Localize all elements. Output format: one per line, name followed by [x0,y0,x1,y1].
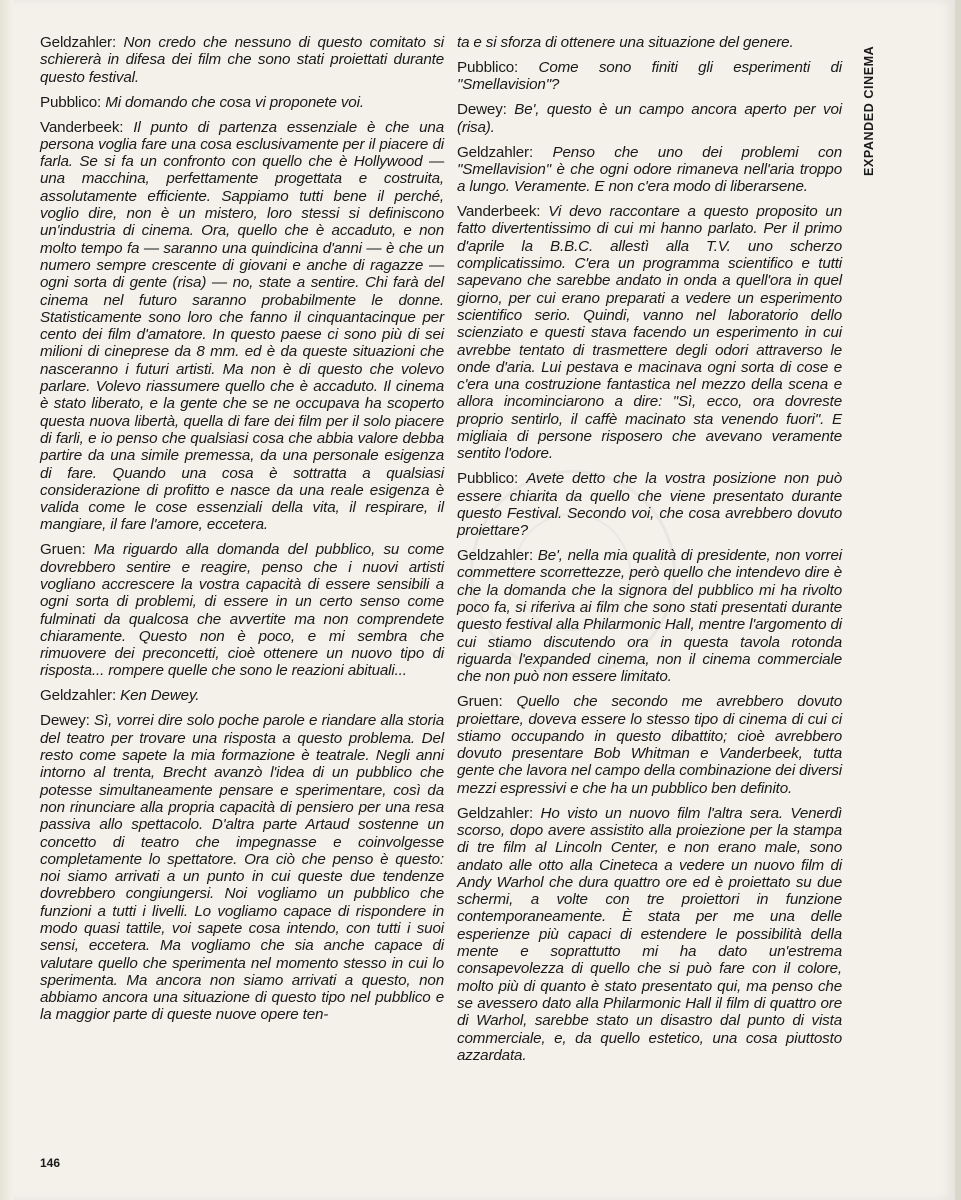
speech-text: Ken Dewey. [120,687,200,705]
dialogue-paragraph [40,712,444,1023]
speaker-name: Dewey: [457,101,515,119]
dialogue-paragraph [457,144,842,196]
speaker-name: Geldzahler: [457,143,553,161]
dialogue-paragraph [457,805,842,1064]
speaker-name: Dewey: [40,712,95,730]
speaker-name: Pubblico: [457,58,539,76]
dialogue-paragraph [40,687,444,704]
speech-text: Quello che secondo me avrebbero dovuto proiettare, doveva essere lo stesso tipo di cinema di cui ci stiamo occupando in questo dibattito; cioè avrebbero dovuto presentare Bob Whitman e Vanderbeek, tutta gente che lavora nel campo della combinazione dei diversi mezzi espressivi e che ha un pubblico ben definito. [457,693,842,797]
speaker-name: Pubblico: [457,470,527,488]
speech-text: Avete detto che la vostra posizione non può essere chiarita da quello che viene presentato durante questo Festival. Secondo voi, che cosa avrebbero dovuto proiettare? [457,470,842,540]
speech-text: Ma riguardo alla domanda del pubblico, su come dovrebbero sentire e reagire, penso che i nuovi artisti vogliano accrescere la vostra capacità di essere sensibili a ogni sorta di problemi, di essere in un certo senso come fulminati da qualcosa che avvertite ma non comprendete chiaramente. Questo non è poco, e mi sembra che rimuovere dei preconcetti, cioè ottenere un nuovo tipo di risposta... rompere quelle che sono le reazioni abituali... [40,541,445,680]
dialogue-paragraph [457,203,842,462]
speech-text: Be', questo è un campo ancora aperto per voi (risa). [457,101,842,136]
speaker-name: Gruen: [457,693,517,711]
dialogue-paragraph [457,470,842,539]
dialogue-paragraph [40,94,444,111]
speech-text: Ho visto un nuovo film l'altra sera. Venerdì scorso, dopo avere assistito alla proiezione per la stampa di tre film al Lincoln Center, e non erano male, sono andato alle otto alla Cineteca a vedere un nuovo film di Andy Warhol che dura quattro ore ed è proiettato su due schermi, a volte con tre proiettori in funzione contemporaneamente. È stata per me una delle esperienze più capaci di estendere le possibilità della mente e soprattutto mi ha dato un'estrema consapevolezza di quello che si può fare con il colore, molto più di quanto è stato presentato qui, ma penso che se avessero dato alla Philarmonic Hall il film di quattro ore di Warhol, sarebbe stato un disastro dal punto di vista commerciale, e, da quello estetico, una cosa piuttosto azzardata. [457,804,842,1064]
speaker-name: Geldzahler: [40,687,121,705]
speech-text: Mi domando che cosa vi proponete voi. [105,93,364,111]
speaker-name: Vanderbeek: [457,203,549,221]
dialogue-paragraph [40,34,444,86]
dialogue-paragraph [457,34,842,51]
speaker-name: Vanderbeek: [40,118,134,136]
speech-text: Sì, vorrei dire solo poche parole e riandare alla storia del teatro per trovare una risposta a questo problema. Del resto come sapete la mia formazione è teatrale. Negli anni intorno al trenta, Brecht avanzò l'idea di un pubblico che potesse simultaneamente pensare e sperimentare, così da non rinunciare alla propria capacità di pensiero per una resa passiva allo spettacolo. D'altra parte Artaud sostenne un concetto di teatro che impegnasse e coinvolgesse completamente lo spettatore. Ora ciò che penso è questo: noi siamo arrivati a un punto in cui queste due tendenze dovrebbero congiungersi. Noi vogliamo un pubblico che funzioni a tutti i livelli. Lo vogliamo capace di rispondere in modo quasi tattile, voi sapete cosa intendo, con tutti i suoi sensi, eccetera. Ma vogliamo che sia anche capace di valutare quello che sperimenta nel momento stesso in cui lo sperimenta. Ma ancora non siamo arrivati a questo, non abbiamo ancora una situazione di questo tipo nel pubblico e la maggior parte di queste nuove opere ten- [40,712,444,1024]
dialogue-paragraph [457,59,842,94]
page-edge-shadow [0,0,14,1200]
speech-text: Non credo che nessuno di questo comitato si schiererà in difesa dei film che sono stati proiettati durante questo festival. [40,34,444,86]
dialogue-paragraph [457,693,842,797]
right-text-column [457,34,842,1072]
speech-text: Be', nella mia qualità di presidente, non vorrei commettere scorrettezze, però quello che intendevo dire è che la domanda che la signora del pubblico mi ha rivolto poco fa, si riferiva ai film che sono stati presentati durante questo festival alla Philarmonic Hall, mentre l'argomento di cui stiamo discutendo ora in questa tavola rotonda riguarda l'expanded cinema, non il cinema commerciale che non può non essere limitato. [457,547,842,686]
dialogue-paragraph [457,547,842,685]
speech-text: Penso che uno dei problemi con "Smellavision" è che ogni odore rimaneva nell'aria troppo a lungo. Veramente. E non c'era modo di liberarsene. [457,143,842,196]
section-side-label: EXPANDED CINEMA [862,45,876,176]
speaker-name: Geldzahler: [40,34,124,51]
speech-text: Il punto di partenza essenziale è che una persona voglia fare una cosa esclusivamente per il piacere di farla. Se si fa un confronto con quello che è Hollywood — una macchina, perfettamente progettata e costruita, assolutamente efficiente. Sappiamo tutti bene il perché, voglio dire, non è un mistero, loro stessi si definiscono un'industria di cinema. Ora, quello che è accaduto, e non molto tempo fa — saranno una quindicina d'anni — è che un numero sempre crescente di giovani e anche di ragazze — ogni sorta di gente (risa) — no, state a sentire. Chi farà del cinema nel futuro saranno probabilmente le donne. Statisticamente sono loro che fanno il cinquantacinque per cento dei film d'amatore. In questo paese ci sono più di sei milioni di cineprese da 8 mm. ed è da queste situazioni che nasceranno i futuri artisti. Ma non è di questo che volevo parlare. Volevo riassumere quello che è accaduto. Il cinema è stato liberato, e la gente che se ne occupava ha scoperto questa nuova libertà, quella di fare dei film per il solo piacere di farli, e io penso che qualsiasi cosa che abbia valore debba partire da una simile premessa, da una personale esigenza di fare. Quando una cosa è sottratta a qualsiasi considerazione di profitto e nasce da una reale esigenza è valida come le cose essenziali della vita, il respirare, il mangiare, il fare l'amore, eccetera. [40,118,444,534]
speaker-name: Pubblico: [40,93,106,111]
speech-text: ta e si sforza di ottenere una situazione del genere. [457,34,794,51]
speaker-name: Gruen: [40,541,94,559]
left-text-column [40,34,444,1031]
page-number: 146 [40,1156,61,1170]
speech-text: Come sono finiti gli esperimenti di "Smellavision"? [457,58,842,94]
speaker-name: Geldzahler: [457,547,538,565]
speech-text: Vi devo raccontare a questo proposito un fatto divertentissimo di cui mi hanno parlato. Per il primo d'aprile la B.B.C. allestì alla T.V. uno scherzo complicatissimo. C'era un programma scientifico e tutti sapevano che sarebbe andato in onda a quell'ora in quel giorno, per cui erano preparati a vedere un esperimento scientifico serio. Quindi, vanno nel laboratorio dello scienziato e questi stava facendo un esperimento in cui avrebbe tentato di trasmettere degli odori attraverso le onde d'aria. Lui pestava e macinava ogni sorta di cose e c'era una costruzione fantastica nel mezzo della scena e allora incominciarono a dire: "Sì, ecco, ora dovreste proprio sentirlo, il caffè macinato sta venendo fuori". E migliaia di persone risposero che avevano veramente sentito l'odore. [457,203,842,463]
dialogue-paragraph [457,101,842,136]
dialogue-paragraph [40,119,444,534]
speaker-name: Geldzahler: [457,804,541,822]
dialogue-paragraph [40,541,444,679]
